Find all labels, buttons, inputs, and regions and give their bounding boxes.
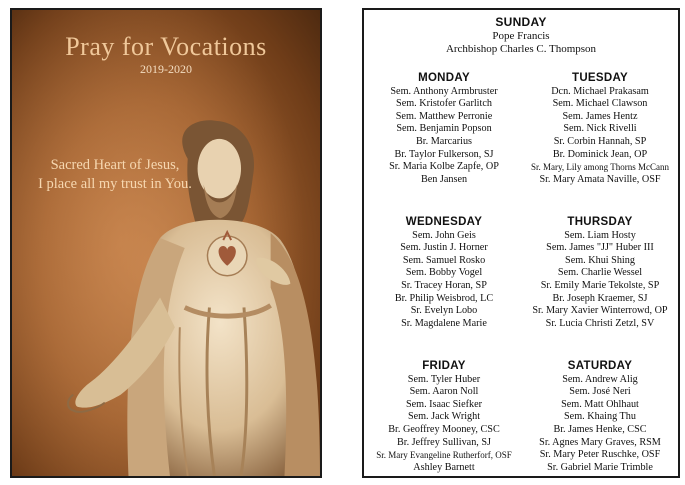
front-years: 2019-2020 (140, 62, 192, 76)
day-thursday (522, 216, 678, 330)
list-item: Sem. Khui Shing (565, 254, 635, 266)
day-title: WEDNESDAY (405, 216, 483, 228)
list-item: Sem. Tyler Huber (407, 373, 481, 385)
day-friday (366, 360, 522, 474)
list-item: Br. James Henke, CSC (553, 423, 647, 435)
list-item: Sr. Agnes Mary Graves, RSM (539, 436, 661, 448)
day-title: TUESDAY (572, 72, 628, 84)
list-item: Sr. Corbin Hannah, SP (553, 135, 647, 147)
list-item: Dcn. Michael Prakasam (551, 85, 649, 97)
list-item: Sem. Matthew Perronie (395, 110, 493, 122)
list-item: Pope Francis (492, 30, 550, 42)
list-item: Sem. Andrew Alig (562, 373, 638, 385)
list-item: Sr. Gabriel Marie Trimble (547, 461, 653, 473)
front-title: Pray for Vocations (65, 32, 267, 61)
list-item: Sem. Matt Ohlhaut (561, 398, 639, 410)
list-item: Br. Jeffrey Sullivan, SJ (396, 436, 492, 448)
list-item: Sr. Magdalene Marie (401, 317, 487, 329)
list-item: Sem. Liam Hosty (564, 229, 636, 241)
prayer-text (20, 156, 210, 194)
back-panel (362, 8, 680, 478)
list-item: Br. Joseph Kraemer, SJ (552, 292, 648, 304)
list-item: Sem. John Geis (412, 229, 476, 241)
day-title: SUNDAY (495, 15, 547, 29)
day-title: MONDAY (418, 72, 470, 84)
list-item: Sr. Tracey Horan, SP (401, 279, 487, 291)
list-item: Sem. Benjamin Popson (396, 123, 492, 135)
day-sunday (364, 16, 678, 56)
list-item: Sem. Isaac Siefker (405, 398, 483, 410)
list-item: Br. Dominick Jean, OP (552, 148, 648, 160)
list-item: Br. Taylor Fulkerson, SJ (394, 148, 494, 160)
prayer-line: I place all my trust in You. (38, 176, 192, 192)
list-item: Sem. Khaing Thu (564, 411, 636, 423)
list-item: Sem. Jack Wright (407, 411, 481, 423)
list-item: Br. Geoffrey Mooney, CSC (388, 423, 500, 435)
list-item: Sem. Aaron Noll (409, 386, 479, 398)
list-item: Sem. Anthony Armbruster (390, 85, 498, 97)
list-item: Sem. José Neri (569, 386, 631, 398)
list-item: Sr. Emily Marie Tekolste, SP (540, 279, 660, 291)
list-item: Sem. Michael Clawson (552, 98, 648, 110)
list-item: Br. Marcarius (415, 135, 473, 147)
list-item: Sem. Bobby Vogel (405, 267, 483, 279)
front-panel (10, 8, 322, 478)
list-item: Sem. Nick Rivelli (563, 123, 637, 135)
prayer-line: Sacred Heart of Jesus, (50, 157, 180, 173)
list-item: Sem. Justin J. Horner (400, 242, 488, 254)
list-item: Sem. James Hentz (562, 110, 638, 122)
day-title: THURSDAY (567, 216, 633, 228)
sacred-heart-statue-image (12, 10, 320, 476)
list-item: Sr. Mary Peter Ruschke, OSF (539, 449, 661, 461)
list-item: Ashley Barnett (413, 461, 475, 473)
list-item: Sem. James "JJ" Huber III (546, 242, 654, 254)
day-monday (366, 72, 522, 186)
list-item: Archbishop Charles C. Thompson (445, 43, 597, 55)
day-wednesday (366, 216, 522, 330)
day-tuesday (522, 72, 678, 186)
list-item: Sr. Mary Amata Naville, OSF (539, 173, 661, 185)
list-item: Br. Philip Weisbrod, LC (394, 292, 494, 304)
list-item: Sem. Kristofer Garlitch (396, 98, 492, 110)
day-title: FRIDAY (422, 360, 466, 372)
list-item: Sr. Mary Xavier Winterrowd, OP (532, 305, 668, 317)
list-item: Sr. Mary Evangeline Rutherforf, OSF (376, 450, 512, 461)
list-item: Sem. Samuel Rosko (402, 254, 486, 266)
day-saturday (522, 360, 678, 474)
list-item: Sr. Maria Kolbe Zapfe, OP (389, 161, 499, 173)
day-title: SATURDAY (567, 360, 633, 372)
list-item: Sr. Lucia Christi Zetzl, SV (545, 317, 655, 329)
list-item: Sem. Charlie Wessel (557, 267, 643, 279)
list-item: Ben Jansen (420, 173, 468, 185)
list-item: Sr. Evelyn Lobo (410, 305, 478, 317)
list-item: Sr. Mary, Lily among Thorns McCann (531, 162, 669, 173)
